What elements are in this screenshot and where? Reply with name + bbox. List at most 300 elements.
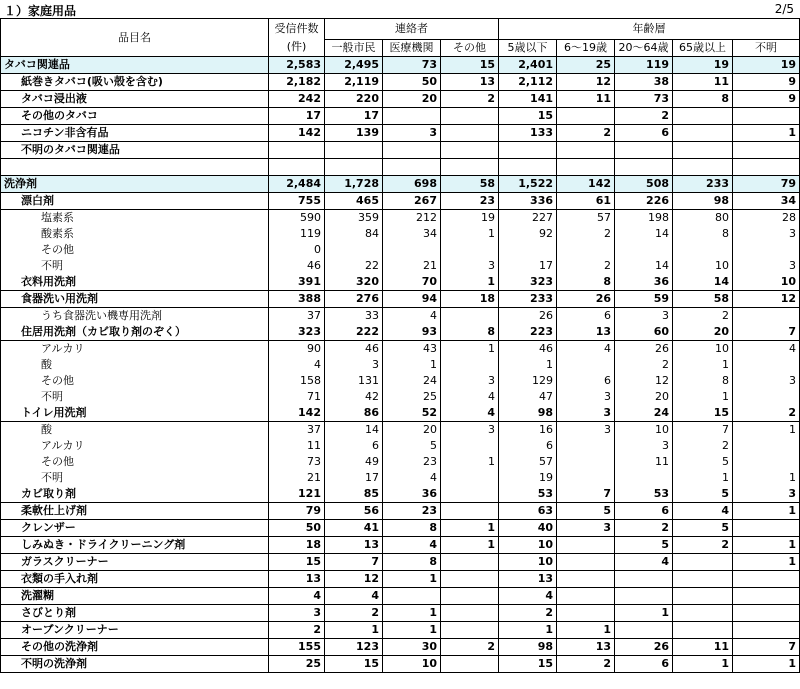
page-header bbox=[0, 0, 800, 18]
row-value: 41 bbox=[325, 520, 383, 537]
row-value: 10 bbox=[733, 274, 800, 291]
row-value: 16 bbox=[499, 422, 557, 439]
row-label: さびとり剤 bbox=[1, 605, 269, 622]
row-value: 2 bbox=[557, 226, 615, 242]
row-value: 73 bbox=[269, 454, 325, 470]
row-label: 食器洗い用洗剤 bbox=[1, 291, 269, 308]
table-row bbox=[1, 108, 800, 125]
row-value: 10 bbox=[673, 258, 733, 274]
row-value: 11 bbox=[673, 74, 733, 91]
row-value: 323 bbox=[269, 324, 325, 341]
row-value bbox=[383, 588, 441, 605]
row-value bbox=[441, 308, 499, 325]
row-value: 1 bbox=[733, 656, 800, 673]
row-value: 86 bbox=[325, 405, 383, 422]
row-label: 不明のタバコ関連品 bbox=[1, 142, 269, 159]
row-value bbox=[383, 242, 441, 258]
row-value: 226 bbox=[615, 193, 673, 210]
table-row bbox=[1, 571, 800, 588]
row-value: 26 bbox=[615, 341, 673, 358]
row-value: 3 bbox=[557, 389, 615, 405]
row-value: 98 bbox=[673, 193, 733, 210]
row-label: 不明 bbox=[1, 470, 269, 486]
row-value: 15 bbox=[325, 656, 383, 673]
row-value bbox=[325, 142, 383, 159]
row-value bbox=[557, 537, 615, 554]
row-value: 227 bbox=[499, 210, 557, 227]
row-value bbox=[383, 159, 441, 176]
row-value: 4 bbox=[557, 341, 615, 358]
row-value: 1 bbox=[733, 554, 800, 571]
row-value bbox=[499, 242, 557, 258]
row-value: 71 bbox=[269, 389, 325, 405]
row-value: 388 bbox=[269, 291, 325, 308]
row-value: 1 bbox=[441, 520, 499, 537]
row-value bbox=[733, 588, 800, 605]
row-value bbox=[615, 142, 673, 159]
row-value: 2 bbox=[325, 605, 383, 622]
table-row bbox=[1, 656, 800, 673]
table-row bbox=[1, 605, 800, 622]
row-value: 2,495 bbox=[325, 57, 383, 74]
row-value: 233 bbox=[673, 176, 733, 193]
row-value: 8 bbox=[673, 373, 733, 389]
row-value: 3 bbox=[383, 125, 441, 142]
row-label: 漂白剤 bbox=[1, 193, 269, 210]
row-value: 13 bbox=[557, 639, 615, 656]
row-value: 6 bbox=[557, 308, 615, 325]
row-value bbox=[673, 125, 733, 142]
row-value bbox=[673, 108, 733, 125]
row-value bbox=[441, 622, 499, 639]
row-value: 4 bbox=[383, 537, 441, 554]
row-value bbox=[733, 438, 800, 454]
table-row bbox=[1, 274, 800, 291]
row-value: 10 bbox=[499, 537, 557, 554]
row-value: 26 bbox=[557, 291, 615, 308]
row-value: 17 bbox=[325, 470, 383, 486]
header-age-group: 年齢層 bbox=[499, 19, 800, 40]
row-value: 2 bbox=[615, 357, 673, 373]
row-value: 25 bbox=[383, 389, 441, 405]
row-value: 19 bbox=[733, 57, 800, 74]
row-value: 142 bbox=[269, 405, 325, 422]
row-value: 1 bbox=[441, 454, 499, 470]
row-value: 50 bbox=[383, 74, 441, 91]
row-value: 158 bbox=[269, 373, 325, 389]
table-row bbox=[1, 142, 800, 159]
row-value: 131 bbox=[325, 373, 383, 389]
row-value bbox=[673, 588, 733, 605]
row-value: 6 bbox=[557, 373, 615, 389]
table-row bbox=[1, 537, 800, 554]
row-value: 21 bbox=[383, 258, 441, 274]
header-contact-1: 医療機関 bbox=[383, 40, 441, 57]
row-label: 洗浄剤 bbox=[1, 176, 269, 193]
row-value bbox=[557, 605, 615, 622]
row-value: 1 bbox=[499, 357, 557, 373]
row-value: 4 bbox=[383, 470, 441, 486]
row-label: ニコチン非含有品 bbox=[1, 125, 269, 142]
row-value: 40 bbox=[499, 520, 557, 537]
row-value: 24 bbox=[615, 405, 673, 422]
row-label: クレンザー bbox=[1, 520, 269, 537]
row-value: 3 bbox=[441, 373, 499, 389]
row-value bbox=[557, 438, 615, 454]
header-contact-group: 連絡者 bbox=[325, 19, 499, 40]
row-value: 465 bbox=[325, 193, 383, 210]
table-row bbox=[1, 389, 800, 405]
row-value bbox=[733, 357, 800, 373]
row-value: 79 bbox=[269, 503, 325, 520]
row-value: 19 bbox=[673, 57, 733, 74]
row-value bbox=[733, 622, 800, 639]
row-value: 12 bbox=[557, 74, 615, 91]
row-value: 142 bbox=[557, 176, 615, 193]
row-value: 119 bbox=[615, 57, 673, 74]
row-value: 7 bbox=[325, 554, 383, 571]
row-value: 2 bbox=[673, 308, 733, 325]
row-value: 1 bbox=[383, 622, 441, 639]
row-value: 20 bbox=[673, 324, 733, 341]
row-value: 46 bbox=[269, 258, 325, 274]
table-row bbox=[1, 639, 800, 656]
row-value: 57 bbox=[499, 454, 557, 470]
row-value: 11 bbox=[269, 438, 325, 454]
row-value: 23 bbox=[383, 503, 441, 520]
row-value bbox=[441, 125, 499, 142]
row-value: 1 bbox=[441, 537, 499, 554]
row-value: 3 bbox=[325, 357, 383, 373]
row-value bbox=[733, 520, 800, 537]
row-value: 4 bbox=[269, 357, 325, 373]
table-row bbox=[1, 193, 800, 210]
row-value: 4 bbox=[441, 405, 499, 422]
row-value: 8 bbox=[383, 520, 441, 537]
table-row bbox=[1, 291, 800, 308]
row-value: 8 bbox=[383, 554, 441, 571]
row-value: 5 bbox=[383, 438, 441, 454]
row-label: 不明の洗浄剤 bbox=[1, 656, 269, 673]
row-value: 13 bbox=[325, 537, 383, 554]
row-value: 2,112 bbox=[499, 74, 557, 91]
row-value: 3 bbox=[733, 486, 800, 503]
row-value: 11 bbox=[673, 639, 733, 656]
row-label: 衣類の手入れ剤 bbox=[1, 571, 269, 588]
row-value: 59 bbox=[615, 291, 673, 308]
row-value: 155 bbox=[269, 639, 325, 656]
row-value: 3 bbox=[557, 422, 615, 439]
row-value: 63 bbox=[499, 503, 557, 520]
row-value: 2 bbox=[499, 605, 557, 622]
row-value bbox=[673, 622, 733, 639]
row-value: 220 bbox=[325, 91, 383, 108]
row-value: 3 bbox=[557, 405, 615, 422]
row-value: 142 bbox=[269, 125, 325, 142]
row-value: 359 bbox=[325, 210, 383, 227]
header-contact-2: その他 bbox=[441, 40, 499, 57]
row-label: 住居用洗剤（カビ取り剤のぞく） bbox=[1, 324, 269, 341]
row-value: 9 bbox=[733, 91, 800, 108]
row-value: 336 bbox=[499, 193, 557, 210]
row-label: 酸素系 bbox=[1, 226, 269, 242]
row-value bbox=[441, 571, 499, 588]
table-row bbox=[1, 622, 800, 639]
row-value bbox=[499, 142, 557, 159]
row-value: 6 bbox=[615, 656, 673, 673]
row-label: 不明 bbox=[1, 258, 269, 274]
row-value bbox=[733, 605, 800, 622]
row-value: 1 bbox=[499, 622, 557, 639]
row-value: 18 bbox=[269, 537, 325, 554]
header-cases-label: 受信件数 bbox=[274, 21, 319, 35]
row-value: 3 bbox=[557, 520, 615, 537]
row-value: 53 bbox=[615, 486, 673, 503]
row-value: 15 bbox=[673, 405, 733, 422]
row-value: 3 bbox=[615, 438, 673, 454]
row-value: 13 bbox=[441, 74, 499, 91]
row-value: 20 bbox=[615, 389, 673, 405]
table-row bbox=[1, 520, 800, 537]
row-value: 14 bbox=[615, 258, 673, 274]
row-value: 18 bbox=[441, 291, 499, 308]
table-row bbox=[1, 176, 800, 193]
row-value: 320 bbox=[325, 274, 383, 291]
row-label: 衣料用洗剤 bbox=[1, 274, 269, 291]
row-label: タバコ浸出液 bbox=[1, 91, 269, 108]
row-value: 133 bbox=[499, 125, 557, 142]
row-value: 7 bbox=[733, 324, 800, 341]
row-value: 141 bbox=[499, 91, 557, 108]
row-value: 4 bbox=[615, 554, 673, 571]
row-value: 52 bbox=[383, 405, 441, 422]
row-value bbox=[615, 588, 673, 605]
row-value bbox=[325, 159, 383, 176]
row-value: 129 bbox=[499, 373, 557, 389]
row-value: 19 bbox=[441, 210, 499, 227]
row-value: 14 bbox=[673, 274, 733, 291]
row-value: 4 bbox=[499, 588, 557, 605]
row-value: 28 bbox=[733, 210, 800, 227]
row-value: 25 bbox=[269, 656, 325, 673]
row-value bbox=[499, 159, 557, 176]
row-value bbox=[733, 454, 800, 470]
row-value: 1 bbox=[673, 656, 733, 673]
row-value: 30 bbox=[383, 639, 441, 656]
row-label: うち食器洗い機専用洗剤 bbox=[1, 308, 269, 325]
row-value bbox=[557, 554, 615, 571]
row-value: 3 bbox=[441, 422, 499, 439]
row-value: 24 bbox=[383, 373, 441, 389]
row-value bbox=[441, 142, 499, 159]
row-value: 8 bbox=[673, 226, 733, 242]
row-value: 90 bbox=[269, 341, 325, 358]
row-value: 43 bbox=[383, 341, 441, 358]
row-value: 15 bbox=[269, 554, 325, 571]
row-value: 11 bbox=[615, 454, 673, 470]
row-value bbox=[557, 588, 615, 605]
row-value bbox=[733, 571, 800, 588]
row-value: 92 bbox=[499, 226, 557, 242]
table-row bbox=[1, 422, 800, 439]
row-value bbox=[615, 159, 673, 176]
row-value: 53 bbox=[499, 486, 557, 503]
row-value: 61 bbox=[557, 193, 615, 210]
row-value bbox=[673, 605, 733, 622]
row-value: 26 bbox=[499, 308, 557, 325]
table-row bbox=[1, 226, 800, 242]
row-value bbox=[557, 357, 615, 373]
table-row bbox=[1, 258, 800, 274]
row-value: 2 bbox=[269, 622, 325, 639]
row-value: 1 bbox=[441, 274, 499, 291]
row-value bbox=[557, 571, 615, 588]
row-value bbox=[615, 571, 673, 588]
row-value: 5 bbox=[673, 454, 733, 470]
row-value: 26 bbox=[615, 639, 673, 656]
row-value: 20 bbox=[383, 91, 441, 108]
row-value: 1 bbox=[673, 357, 733, 373]
row-value: 4 bbox=[673, 503, 733, 520]
row-value: 36 bbox=[615, 274, 673, 291]
section-title: １）家庭用品 bbox=[4, 4, 77, 18]
row-value: 755 bbox=[269, 193, 325, 210]
row-value bbox=[673, 142, 733, 159]
row-value bbox=[441, 438, 499, 454]
row-value: 37 bbox=[269, 422, 325, 439]
header-age-2: 20～64歳 bbox=[615, 40, 673, 57]
table-row bbox=[1, 242, 800, 258]
table-header bbox=[1, 19, 800, 57]
row-value: 4 bbox=[269, 588, 325, 605]
row-value: 5 bbox=[615, 537, 673, 554]
table-row bbox=[1, 74, 800, 91]
row-value: 1 bbox=[383, 357, 441, 373]
row-value: 4 bbox=[441, 389, 499, 405]
row-value: 10 bbox=[499, 554, 557, 571]
row-value: 50 bbox=[269, 520, 325, 537]
row-value: 1 bbox=[733, 422, 800, 439]
row-value: 2 bbox=[733, 405, 800, 422]
row-value bbox=[557, 454, 615, 470]
table-row bbox=[1, 125, 800, 142]
row-value: 391 bbox=[269, 274, 325, 291]
row-value: 323 bbox=[499, 274, 557, 291]
row-value: 223 bbox=[499, 324, 557, 341]
table-row bbox=[1, 554, 800, 571]
row-value bbox=[269, 142, 325, 159]
row-value bbox=[733, 159, 800, 176]
row-value bbox=[441, 159, 499, 176]
row-value: 1 bbox=[673, 470, 733, 486]
row-value: 2,119 bbox=[325, 74, 383, 91]
row-value bbox=[383, 108, 441, 125]
header-cases-unit: (件) bbox=[286, 39, 307, 53]
row-value: 46 bbox=[499, 341, 557, 358]
row-value: 4 bbox=[733, 341, 800, 358]
row-label: アルカリ bbox=[1, 341, 269, 358]
row-value: 1 bbox=[441, 341, 499, 358]
row-value: 15 bbox=[499, 108, 557, 125]
row-value: 1,728 bbox=[325, 176, 383, 193]
row-value: 10 bbox=[383, 656, 441, 673]
row-value: 84 bbox=[325, 226, 383, 242]
row-value: 33 bbox=[325, 308, 383, 325]
header-age-3: 65歳以上 bbox=[673, 40, 733, 57]
row-value bbox=[441, 588, 499, 605]
row-value: 1 bbox=[733, 470, 800, 486]
row-value: 508 bbox=[615, 176, 673, 193]
row-label: その他 bbox=[1, 454, 269, 470]
row-value bbox=[733, 389, 800, 405]
table-row bbox=[1, 91, 800, 108]
row-value: 36 bbox=[383, 486, 441, 503]
row-value: 3 bbox=[615, 308, 673, 325]
row-value bbox=[615, 242, 673, 258]
row-value: 242 bbox=[269, 91, 325, 108]
row-value: 2 bbox=[557, 656, 615, 673]
row-value: 12 bbox=[733, 291, 800, 308]
row-value: 4 bbox=[325, 588, 383, 605]
row-value: 1 bbox=[615, 605, 673, 622]
row-value: 10 bbox=[615, 422, 673, 439]
row-value: 23 bbox=[441, 193, 499, 210]
row-value: 123 bbox=[325, 639, 383, 656]
table-body bbox=[1, 57, 800, 673]
row-value bbox=[733, 242, 800, 258]
row-value: 1 bbox=[557, 622, 615, 639]
row-value: 38 bbox=[615, 74, 673, 91]
row-label: 不明 bbox=[1, 389, 269, 405]
table-row bbox=[1, 57, 800, 74]
row-value: 60 bbox=[615, 324, 673, 341]
row-value: 10 bbox=[673, 341, 733, 358]
row-value: 233 bbox=[499, 291, 557, 308]
row-value bbox=[557, 159, 615, 176]
row-value bbox=[557, 142, 615, 159]
row-value: 267 bbox=[383, 193, 441, 210]
row-value: 119 bbox=[269, 226, 325, 242]
row-value bbox=[441, 503, 499, 520]
row-value: 34 bbox=[733, 193, 800, 210]
row-value: 7 bbox=[673, 422, 733, 439]
row-value: 1 bbox=[383, 571, 441, 588]
row-value: 2 bbox=[557, 258, 615, 274]
row-value: 34 bbox=[383, 226, 441, 242]
table-row bbox=[1, 357, 800, 373]
row-value: 2 bbox=[441, 639, 499, 656]
row-label: その他の洗浄剤 bbox=[1, 639, 269, 656]
row-label: 柔軟仕上げ剤 bbox=[1, 503, 269, 520]
row-value: 590 bbox=[269, 210, 325, 227]
row-value: 15 bbox=[441, 57, 499, 74]
row-value: 13 bbox=[269, 571, 325, 588]
row-label: 洗濯糊 bbox=[1, 588, 269, 605]
row-value: 2 bbox=[615, 520, 673, 537]
row-value: 9 bbox=[733, 74, 800, 91]
row-label: タバコ関連品 bbox=[1, 57, 269, 74]
row-value: 37 bbox=[269, 308, 325, 325]
row-value: 1 bbox=[325, 622, 383, 639]
row-label: トイレ用洗剤 bbox=[1, 405, 269, 422]
row-value bbox=[441, 357, 499, 373]
row-value: 2 bbox=[673, 537, 733, 554]
row-value: 4 bbox=[383, 308, 441, 325]
row-value bbox=[441, 554, 499, 571]
row-label: その他 bbox=[1, 242, 269, 258]
header-age-1: 6～19歳 bbox=[557, 40, 615, 57]
row-value bbox=[733, 142, 800, 159]
